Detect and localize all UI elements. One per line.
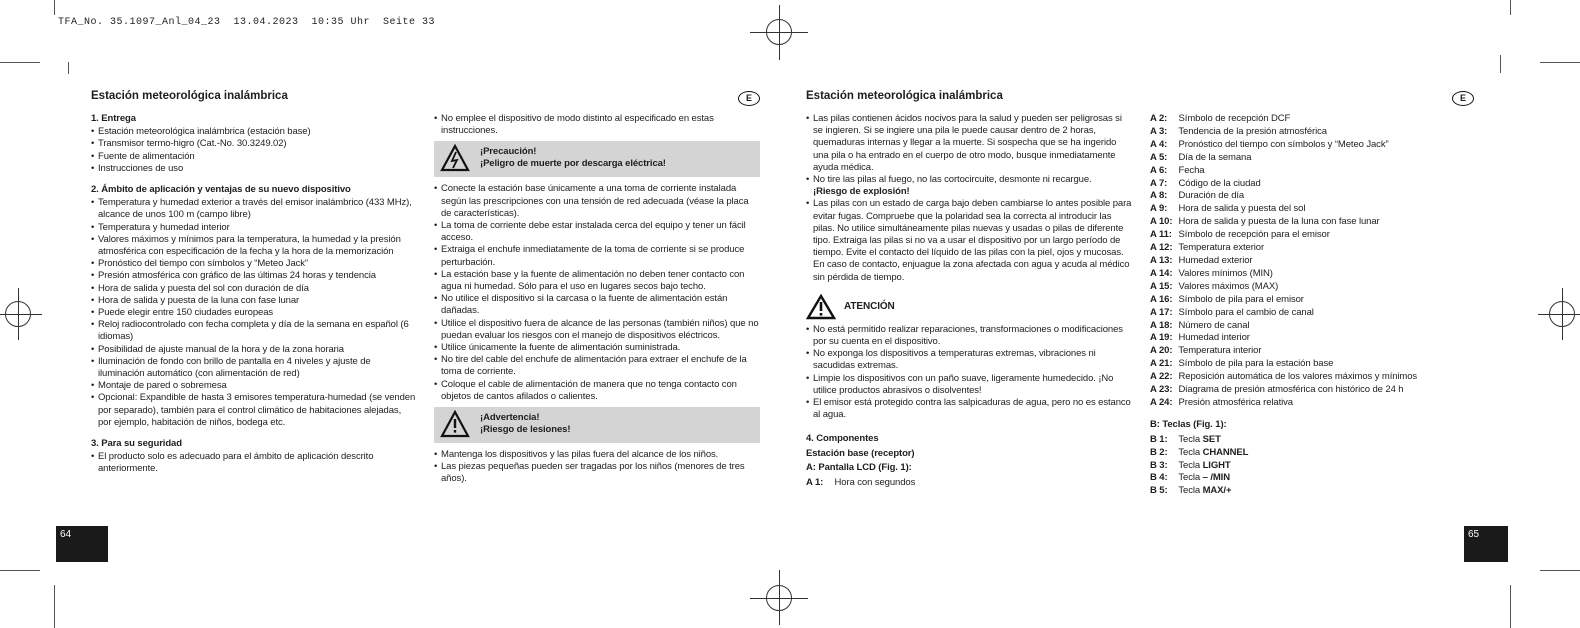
legend-text: Código de la ciudad — [1178, 177, 1261, 189]
legend-item — [1150, 152, 1480, 165]
legend-code: B 5: — [1150, 485, 1168, 497]
legend-text: Fecha — [1178, 164, 1205, 176]
legend-code: A 1: — [806, 477, 824, 489]
legend-item — [806, 477, 1134, 489]
legend-code: A 5: — [1150, 151, 1168, 163]
legend-item — [1150, 384, 1480, 397]
crop-mark — [54, 0, 55, 15]
legend-text: Humedad exterior — [1178, 254, 1253, 266]
legend-code: A 6: — [1150, 164, 1168, 176]
legend-code: A 15: — [1150, 280, 1173, 292]
legend-item — [1150, 178, 1480, 191]
legend-text: Hora con segundos — [834, 477, 916, 489]
legend-code: A 12: — [1150, 242, 1173, 254]
list-item: • Montaje de pared o sobremesa — [91, 380, 417, 392]
left-column-1 — [91, 113, 417, 476]
crop-mark — [0, 570, 40, 571]
left-column-2 — [434, 113, 760, 486]
care-list — [806, 324, 1134, 422]
legend-text: Humedad interior — [1178, 332, 1250, 344]
warning-subtitle: ¡Peligro de muerte por descarga eléctrica! — [480, 158, 666, 170]
legend-text: Tendencia de la presión atmosférica — [1178, 125, 1327, 137]
battery-list-2 — [806, 198, 1134, 283]
legend-code: A 18: — [1150, 319, 1173, 331]
child-safety-list — [434, 449, 760, 486]
legend-text: Valores máximos (MAX) — [1178, 280, 1279, 292]
legend-code: A 11: — [1150, 229, 1172, 241]
legend-text: Símbolo de recepción para el emisor — [1178, 229, 1330, 241]
legend-text: Tecla — [1178, 485, 1201, 497]
exclamation-warning-icon — [440, 410, 470, 438]
exclamation-warning-icon — [806, 294, 836, 320]
right-page-number: 65 — [1464, 526, 1508, 562]
legend-item — [1150, 165, 1480, 178]
legend-code: A 19: — [1150, 332, 1173, 344]
legend-item — [1150, 203, 1480, 216]
legend-code: A 20: — [1150, 345, 1173, 357]
warning-title: ¡Advertencia! — [480, 412, 540, 424]
right-column-1 — [806, 113, 1134, 489]
legend-code: A 3: — [1150, 125, 1168, 137]
list-item: • El emisor está protegido contra las salpicaduras de agua, pero no es estanco al agua. — [806, 397, 1134, 421]
legend-code: A 14: — [1150, 267, 1173, 279]
crop-mark — [1500, 55, 1501, 73]
crop-mark — [1540, 62, 1580, 63]
crop-mark — [0, 62, 40, 63]
key-label: – /MIN — [1202, 472, 1230, 484]
keys-heading: B: Teclas (Fig. 1): — [1150, 418, 1227, 430]
legend-item — [1150, 307, 1480, 320]
legend-text: Tecla — [1178, 446, 1201, 458]
print-header: TFA_No. 35.1097_Anl_04_23 13.04.2023 10:35 Uhr Seite 33 — [58, 17, 436, 28]
key-label: MAX/+ — [1202, 485, 1232, 497]
legend-text: Reposición automática de los valores máximos y mínimos — [1178, 371, 1418, 383]
key-label: SET — [1202, 433, 1221, 445]
legend-code: A 24: — [1150, 396, 1173, 408]
crop-mark — [1540, 570, 1580, 571]
legend-item — [1150, 190, 1480, 203]
legend-text: Tecla — [1178, 433, 1201, 445]
legend-item — [1150, 358, 1480, 371]
list-item: • Las pilas contienen ácidos nocivos para la salud y pueden ser peligrosas si se ingieren. Si se ingiere una pila le puede causar dentro de 2 horas, quemaduras internas y llegar a la muerte. Si sospecha que se ha ingerido una pila o ha entrado en el cuerpo de otro modo, busque inmediatamente ayuda médica. — [806, 113, 1134, 174]
legend-text: Hora de salida y puesta de la luna con fase lunar — [1178, 216, 1380, 228]
list-item: • Extraiga el enchufe inmediatamente de la toma de corriente si se produce perturbación. — [434, 244, 760, 268]
legend-code: B 1: — [1150, 433, 1168, 445]
list-item: • Iluminación de fondo con brillo de pantalla en 4 niveles y ajuste de iluminación automático (con alimentación de red) — [91, 356, 417, 380]
left-page-title: Estación meteorológica inalámbrica — [91, 90, 288, 102]
crop-mark — [1510, 0, 1511, 15]
list-item: • No tire las pilas al fuego, no las cortocircuite, desmonte ni recargue. — [806, 174, 1134, 186]
key-label: CHANNEL — [1202, 446, 1249, 458]
legend-code: A 22: — [1150, 371, 1173, 383]
legend-code: A 2: — [1150, 113, 1168, 124]
list-item: • Puede elegir entre 150 ciudades europeas — [91, 307, 417, 319]
legend-item — [1150, 472, 1480, 485]
list-item: • No exponga los dispositivos a temperaturas extremas, vibraciones ni sacudidas extremas. — [806, 348, 1134, 372]
legend-item — [1150, 113, 1480, 126]
list-item: • Instrucciones de uso — [91, 163, 417, 175]
legend-code: A 17: — [1150, 306, 1173, 318]
list-item: • Las piezas pequeñas pueden ser tragadas por los niños (menores de tres años). — [434, 461, 760, 485]
legend-item — [1150, 371, 1480, 384]
legend-item — [1150, 229, 1480, 242]
legend-text: Número de canal — [1178, 319, 1250, 331]
legend-text: Tecla — [1178, 472, 1201, 484]
warning-title: ¡Precaución! — [480, 146, 537, 158]
legend-text: Valores mínimos (MIN) — [1178, 267, 1273, 279]
list-item: • Coloque el cable de alimentación de manera que no tenga contacto con objetos de cantos afilados o calientes. — [434, 379, 760, 403]
list-item: • La toma de corriente debe estar instalada cerca del equipo y tener un fácil acceso. — [434, 220, 760, 244]
list-item: • Mantenga los dispositivos y las pilas fuera del alcance de los niños. — [434, 449, 760, 461]
legend-item — [1150, 294, 1480, 307]
list-item: • Presión atmosférica con gráfico de las últimas 24 horas y tendencia — [91, 270, 417, 282]
list-item: • Hora de salida y puesta de la luna con fase lunar — [91, 295, 417, 307]
section-heading: 2. Ámbito de aplicación y ventajas de su nuevo dispositivo — [91, 184, 351, 196]
legend-item — [1150, 397, 1480, 410]
crop-mark — [1510, 585, 1511, 628]
lcd-legend-list — [1150, 113, 1480, 410]
legend-item — [1150, 281, 1480, 294]
crop-mark — [54, 585, 55, 628]
legend-item — [1150, 460, 1480, 473]
warning-box-injury — [434, 407, 760, 443]
section-heading: 3. Para su seguridad — [91, 438, 182, 450]
left-page-number: 64 — [56, 526, 108, 562]
legend-code: B 3: — [1150, 459, 1168, 471]
legend-item — [1150, 242, 1480, 255]
attention-label: ATENCIÓN — [844, 300, 895, 312]
legend-text: Temperatura exterior — [1178, 242, 1265, 254]
safety-list — [91, 451, 417, 475]
subsection-heading: Estación base (receptor) — [806, 447, 915, 459]
legend-code: A 7: — [1150, 177, 1168, 189]
list-item: • Las pilas con un estado de carga bajo deben cambiarse lo antes posible para evitar fugas. Compruebe que la polaridad sea la correcta al introducir las pilas. No utilice simultáneamente pilas nuevas y usadas o pilas de diferente tipo. Extraiga las pilas si no va a usar el dispositivo por un largo período de tiempo. Evite el contacto del líquido de las pilas con la piel, ojos y mucosas. En caso de contacto, enjuague la zona afectada con agua y acuda al médico sin pérdida de tiempo. — [806, 198, 1134, 283]
legend-item — [1150, 447, 1480, 460]
legend-code: A 9: — [1150, 203, 1168, 215]
legend-code: B 4: — [1150, 472, 1168, 484]
legend-code: A 13: — [1150, 254, 1173, 266]
legend-code: A 23: — [1150, 384, 1173, 396]
battery-list — [806, 113, 1134, 186]
list-item: • Pronóstico del tiempo con símbolos y “Meteo Jack” — [91, 258, 417, 270]
warning-box-electric — [434, 141, 760, 177]
list-item: • Hora de salida y puesta del sol con duración de día — [91, 283, 417, 295]
legend-item — [1150, 332, 1480, 345]
legend-item — [1150, 345, 1480, 358]
legend-text: Símbolo para el cambio de canal — [1178, 306, 1314, 318]
legend-text: Símbolo de pila para el emisor — [1178, 293, 1304, 305]
legend-item — [1150, 485, 1480, 498]
features-list — [91, 197, 417, 429]
list-item: • Transmisor termo-higro (Cat.-No. 30.3249.02) — [91, 138, 417, 150]
legend-item — [1150, 320, 1480, 333]
list-item: • No utilice el dispositivo si la carcasa o la fuente de alimentación están dañadas. — [434, 293, 760, 317]
attention-heading — [806, 294, 1134, 320]
key-label: LIGHT — [1202, 459, 1231, 471]
list-item: • Temperatura y humedad interior — [91, 222, 417, 234]
legend-item — [1150, 255, 1480, 268]
right-page-title: Estación meteorológica inalámbrica — [806, 90, 1003, 102]
legend-text: Símbolo de recepción DCF — [1178, 113, 1291, 124]
legend-item — [1150, 139, 1480, 152]
list-item: • Limpie los dispositivos con un paño suave, ligeramente humedecido. ¡No utilice productos abrasivos o disolventes! — [806, 373, 1134, 397]
legend-text: Diagrama de presión atmosférica con histórico de 24 h — [1178, 384, 1404, 396]
legend-item — [1150, 268, 1480, 281]
legend-code: B 2: — [1150, 446, 1168, 458]
section-heading: 1. Entrega — [91, 113, 136, 124]
list-item: • Utilice el dispositivo fuera de alcance de las personas (también niños) que no puedan evaluar los riesgos con el manejo de dispositivos eléctricos. — [434, 318, 760, 342]
legend-code: A 10: — [1150, 216, 1173, 228]
list-item: • Utilice únicamente la fuente de alimentación suministrada. — [434, 342, 760, 354]
explosion-warning: ¡Riesgo de explosión! — [813, 186, 910, 198]
list-item: • Estación meteorológica inalámbrica (estación base) — [91, 126, 417, 138]
list-item: • No tire del cable del enchufe de alimentación para extraer el enchufe de la toma de corriente. — [434, 354, 760, 378]
list-item: • Temperatura y humedad exterior a través del emisor inalámbrico (433 MHz), alcance de unos 100 m (campo libre) — [91, 197, 417, 221]
list-item: • No está permitido realizar reparaciones, transformaciones o modificaciones por su cuenta en el dispositivo. — [806, 324, 1134, 348]
legend-code: A 21: — [1150, 358, 1173, 370]
delivery-list — [91, 126, 417, 175]
legend-text: Hora de salida y puesta del sol — [1178, 203, 1306, 215]
crop-mark — [68, 62, 69, 74]
right-language-badge: E — [1452, 91, 1474, 106]
legend-item — [1150, 216, 1480, 229]
list-item: • Opcional: Expandible de hasta 3 emisores temperatura-humedad (se venden por separado), también para el control climático de habitaciones alejadas, por ejemplo, habitación de niños, bodega etc. — [91, 392, 417, 429]
legend-text: Pronóstico del tiempo con símbolos y “Meteo Jack” — [1178, 138, 1389, 150]
list-item: • Posibilidad de ajuste manual de la hora y de la zona horaria — [91, 344, 417, 356]
legend-item — [1150, 126, 1480, 139]
electric-warning-icon — [440, 144, 470, 172]
list-item: • La estación base y la fuente de alimentación no deben tener contacto con agua ni humedad. Sólo para el uso en lugares secos bajo techo. — [434, 269, 760, 293]
list-item: • Reloj radiocontrolado con fecha completa y día de la semana en español (6 idiomas) — [91, 319, 417, 343]
usage-list — [434, 113, 760, 137]
right-column-2 — [1150, 113, 1480, 498]
list-item: • No emplee el dispositivo de modo distinto al especificado en estas instrucciones. — [434, 113, 760, 137]
left-language-badge: E — [738, 91, 760, 106]
section-heading: 4. Componentes — [806, 433, 879, 445]
keys-legend-list — [1150, 434, 1480, 499]
legend-text: Tecla — [1178, 459, 1201, 471]
list-item: • El producto solo es adecuado para el ámbito de aplicación descrito anteriormente. — [91, 451, 417, 475]
legend-text: Presión atmosférica relativa — [1178, 396, 1293, 408]
list-item: • Fuente de alimentación — [91, 151, 417, 163]
list-item: • Valores máximos y mínimos para la temperatura, la humedad y la presión atmosférica con especificación de la fecha y la hora de la memorización — [91, 234, 417, 258]
subsection-heading: A: Pantalla LCD (Fig. 1): — [806, 461, 912, 473]
legend-text: Día de la semana — [1178, 151, 1252, 163]
legend-code: A 4: — [1150, 138, 1168, 150]
electric-safety-list — [434, 183, 760, 403]
legend-code: A 8: — [1150, 190, 1168, 202]
legend-text: Duración de día — [1178, 190, 1245, 202]
legend-code: A 16: — [1150, 293, 1173, 305]
warning-subtitle: ¡Riesgo de lesiones! — [480, 424, 571, 436]
legend-item — [1150, 434, 1480, 447]
legend-text: Símbolo de pila para la estación base — [1178, 358, 1334, 370]
list-item: • Conecte la estación base únicamente a una toma de corriente instalada según las prescripciones con una tensión de red adecuada (véase la placa de características). — [434, 183, 760, 220]
legend-text: Temperatura interior — [1178, 345, 1262, 357]
